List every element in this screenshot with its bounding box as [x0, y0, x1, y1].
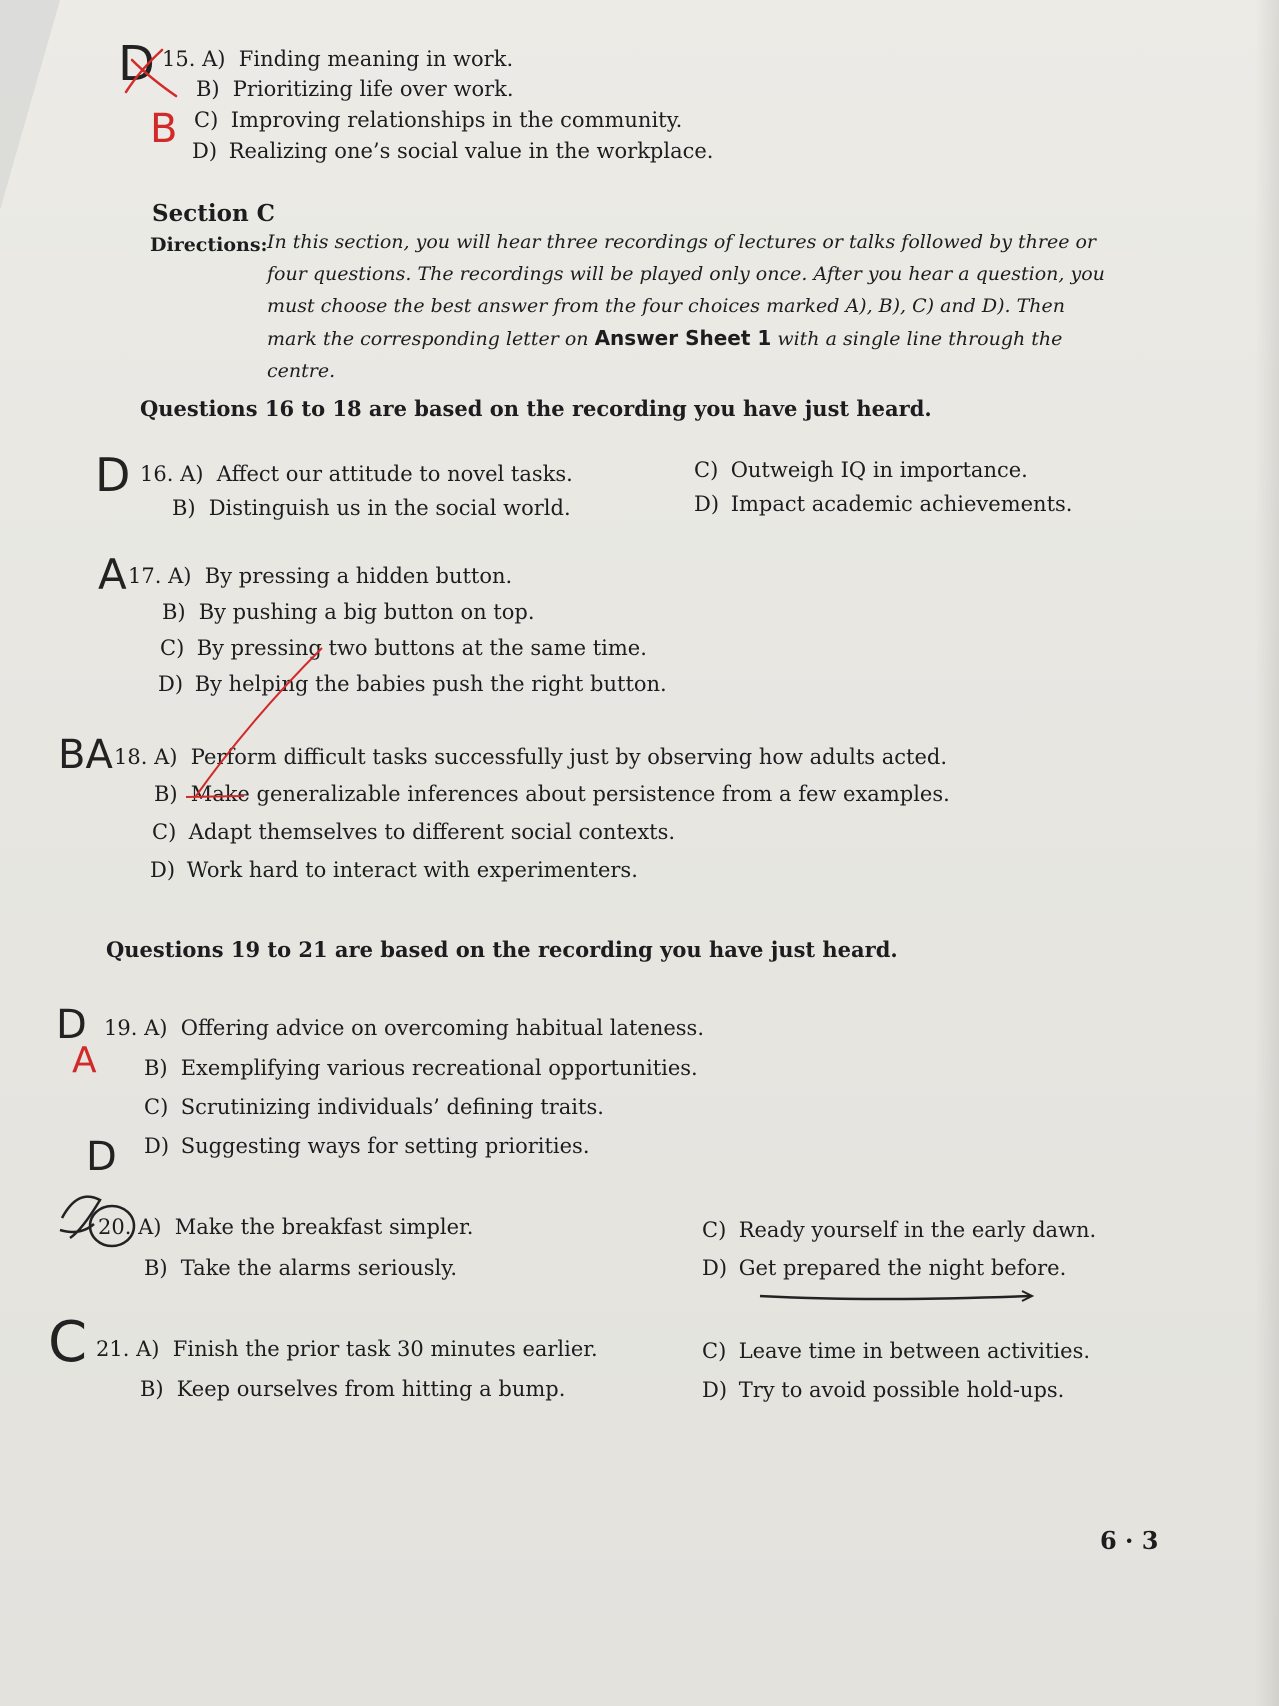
q17-option-a: 17. A) By pressing a hidden button.	[128, 564, 513, 588]
q19-option-d: D) Suggesting ways for setting priorities.	[144, 1134, 590, 1158]
q15-option-a: 15. A) Finding meaning in work.	[162, 47, 514, 71]
q15-option-d: D) Realizing one’s social value in the workplace.	[192, 139, 714, 163]
q18-option-b: B) Make generalizable inferences about persistence from a few examples.	[154, 782, 950, 806]
handwritten-answer-q15-second: B	[150, 106, 178, 152]
q19-option-c: C) Scrutinizing individuals’ defining traits.	[144, 1095, 604, 1119]
handwritten-answer-q19-first: D	[56, 1002, 87, 1048]
q16-option-d: D) Impact academic achievements.	[694, 492, 1073, 516]
q17-option-b: B) By pushing a big button on top.	[162, 600, 535, 624]
q15-option-b: B) Prioritizing life over work.	[196, 77, 514, 101]
handwritten-answer-q20: D	[86, 1134, 117, 1180]
handwritten-answer-q17: A	[98, 550, 127, 599]
page-fold	[0, 0, 60, 210]
q21-option-b: B) Keep ourselves from hitting a bump.	[140, 1377, 566, 1401]
q21-option-c: C) Leave time in between activities.	[702, 1339, 1091, 1363]
q18-number: 18.	[114, 745, 148, 769]
q17-option-c: C) By pressing two buttons at the same time.	[160, 636, 647, 660]
q16-option-b: B) Distinguish us in the social world.	[172, 496, 571, 520]
page-shadow	[1255, 0, 1279, 1706]
q16-number: 16.	[140, 462, 174, 486]
q20-option-b: B) Take the alarms seriously.	[144, 1256, 458, 1280]
q17-option-d: D) By helping the babies push the right button.	[158, 672, 667, 696]
q20-number: 20.	[98, 1215, 132, 1239]
handwritten-answer-q21: C	[48, 1310, 88, 1375]
q20-option-d-underline	[760, 1296, 1030, 1299]
group-header-19-21: Questions 19 to 21 are based on the recording you have just heard.	[106, 937, 898, 962]
q19-option-b: B) Exemplifying various recreational opportunities.	[144, 1056, 698, 1080]
q20-option-a: 20. A) Make the breakfast simpler.	[98, 1215, 474, 1239]
q17-number: 17.	[128, 564, 162, 588]
handwritten-answer-q18: BA	[58, 732, 113, 778]
handwritten-answer-q15-first: D	[118, 36, 155, 92]
q20-option-d: D) Get prepared the night before.	[702, 1256, 1067, 1280]
handwritten-answer-q16: D	[95, 448, 131, 502]
q20-underline-arrow	[1022, 1291, 1032, 1301]
q20-scribble	[60, 1197, 100, 1238]
answer-sheet-label: Answer Sheet 1	[594, 326, 772, 350]
q21-option-d: D) Try to avoid possible hold-ups.	[702, 1378, 1065, 1402]
q19-option-a: 19. A) Offering advice on overcoming habitual lateness.	[104, 1016, 705, 1040]
section-title: Section C	[152, 200, 275, 227]
directions-label: Directions:	[150, 234, 268, 256]
q19-number: 19.	[104, 1016, 138, 1040]
directions-text: In this section, you will hear three recordings of lectures or talks followed by three or four questions. The recordings will be played only once. After you hear a question, you must choose the best answer from the four choices marked A), B), C) and D). Then mark the corresponding letter on Answer Sheet 1 with a single line through the centre.	[267, 231, 1105, 382]
q18-strike-stroke	[196, 648, 322, 796]
q21-option-a: 21. A) Finish the prior task 30 minutes earlier.	[96, 1337, 598, 1361]
q20-option-c: C) Ready yourself in the early dawn.	[702, 1218, 1097, 1242]
q21-number: 21.	[96, 1337, 130, 1361]
q18-option-a: 18. A) Perform difficult tasks successfully just by observing how adults acted.	[114, 745, 948, 769]
q16-option-c: C) Outweigh IQ in importance.	[694, 458, 1028, 482]
q15-number: 15.	[162, 47, 196, 71]
q18-option-c: C) Adapt themselves to different social contexts.	[152, 820, 676, 844]
group-header-16-18: Questions 16 to 18 are based on the recording you have just heard.	[140, 396, 932, 421]
q18-option-d: D) Work hard to interact with experimenters.	[150, 858, 638, 882]
page-number: 6 · 3	[1100, 1526, 1159, 1555]
q15-option-c: C) Improving relationships in the community.	[194, 108, 683, 132]
handwritten-answer-q19-second: A	[72, 1040, 97, 1081]
q16-option-a: 16. A) Affect our attitude to novel tasks.	[140, 462, 573, 486]
